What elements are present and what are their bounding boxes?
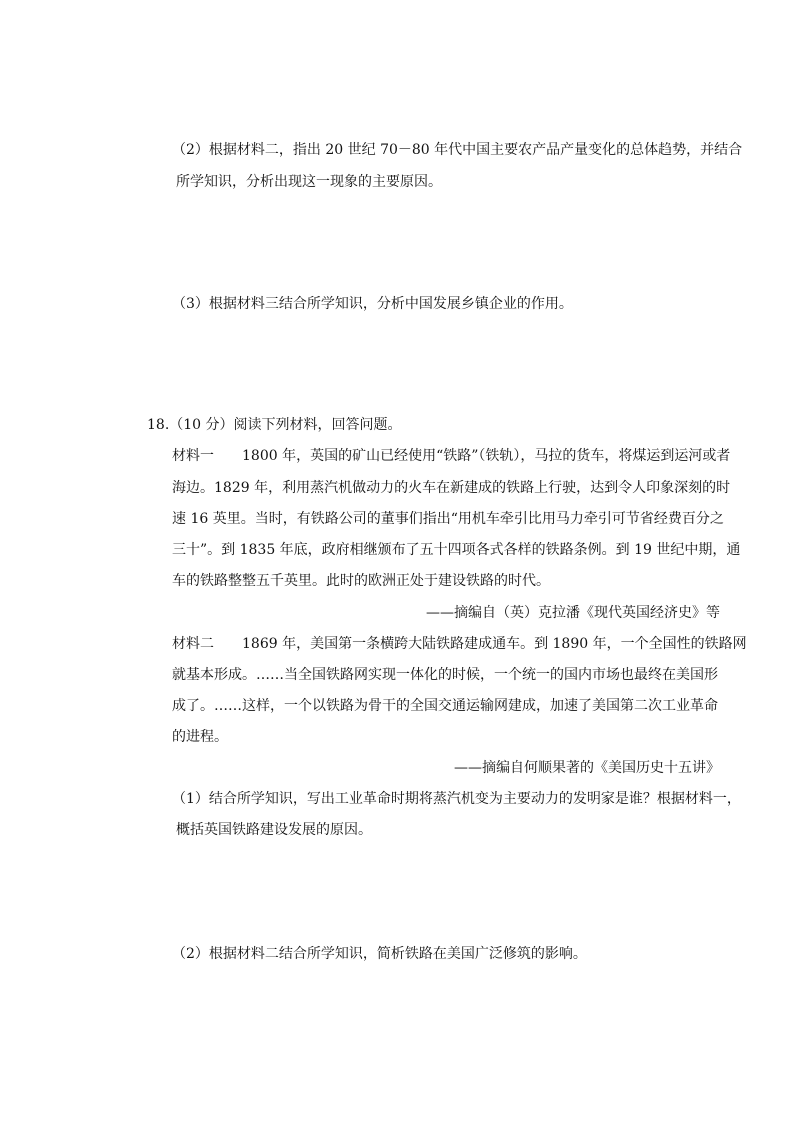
q18-material2-line4: 的进程。 — [172, 729, 228, 745]
q18-material2-source: ——摘编自何顺果著的《美国历史十五讲》 — [454, 760, 720, 776]
q18-material1-line3: 速 16 英里。当时，有铁路公司的董事们指出“用机车牵引比用马力牵引可节省经费百分之 — [172, 511, 724, 527]
q18-material2-line2: 就基本形成。……当全国铁路网实现一体化的时候，一个统一的国内市场也最终在美国形 — [172, 667, 718, 683]
q18-part2: （2）根据材料二结合所学知识，简析铁路在美国广泛修筑的影响。 — [172, 946, 587, 962]
q18-material1-line2: 海边。1829 年，利用蒸汽机做动力的火车在新建成的铁路上行驶，达到令人印象深刻的时 — [172, 480, 731, 496]
q18-material1-line4: 三十”。到 1835 年底，政府相继颁布了五十四项各式各样的铁路条例。到 19 世纪中期，通 — [172, 542, 741, 558]
q18-part1-line2: 概括英国铁路建设发展的原因。 — [176, 822, 372, 838]
q17-part3: （3）根据材料三结合所学知识，分析中国发展乡镇企业的作用。 — [172, 296, 573, 312]
q18-material2-line1: 材料二 1869 年，美国第一条横跨大陆铁路建成通车。到 1890 年，一个全国性的铁路网 — [172, 636, 747, 652]
q17-part2-line2: 所学知识，分析出现这一现象的主要原因。 — [176, 174, 442, 190]
q18-material1-line5: 车的铁路整整五千英里。此时的欧洲正处于建设铁路的时代。 — [172, 573, 550, 589]
q18-part1-line1: （1）结合所学知识，写出工业革命时期将蒸汽机变为主要动力的发明家是谁？根据材料一， — [172, 791, 741, 807]
q17-part2-line1: （2）根据材料二，指出 20 世纪 70－80 年代中国主要农产品产量变化的总体趋势，并结合 — [172, 142, 743, 158]
q18-material1-line1: 材料一 1800 年，英国的矿山已经使用“铁路”（铁轨），马拉的货车，将煤运到运河或者 — [172, 448, 731, 464]
q18-header: 18.（10 分）阅读下列材料，回答问题。 — [147, 417, 402, 433]
q18-material2-line3: 成了。……这样，一个以铁路为骨干的全国交通运输网建成，加速了美国第二次工业革命 — [172, 698, 718, 714]
q18-material1-source: ——摘编自（英）克拉潘《现代英国经济史》等 — [426, 605, 720, 621]
